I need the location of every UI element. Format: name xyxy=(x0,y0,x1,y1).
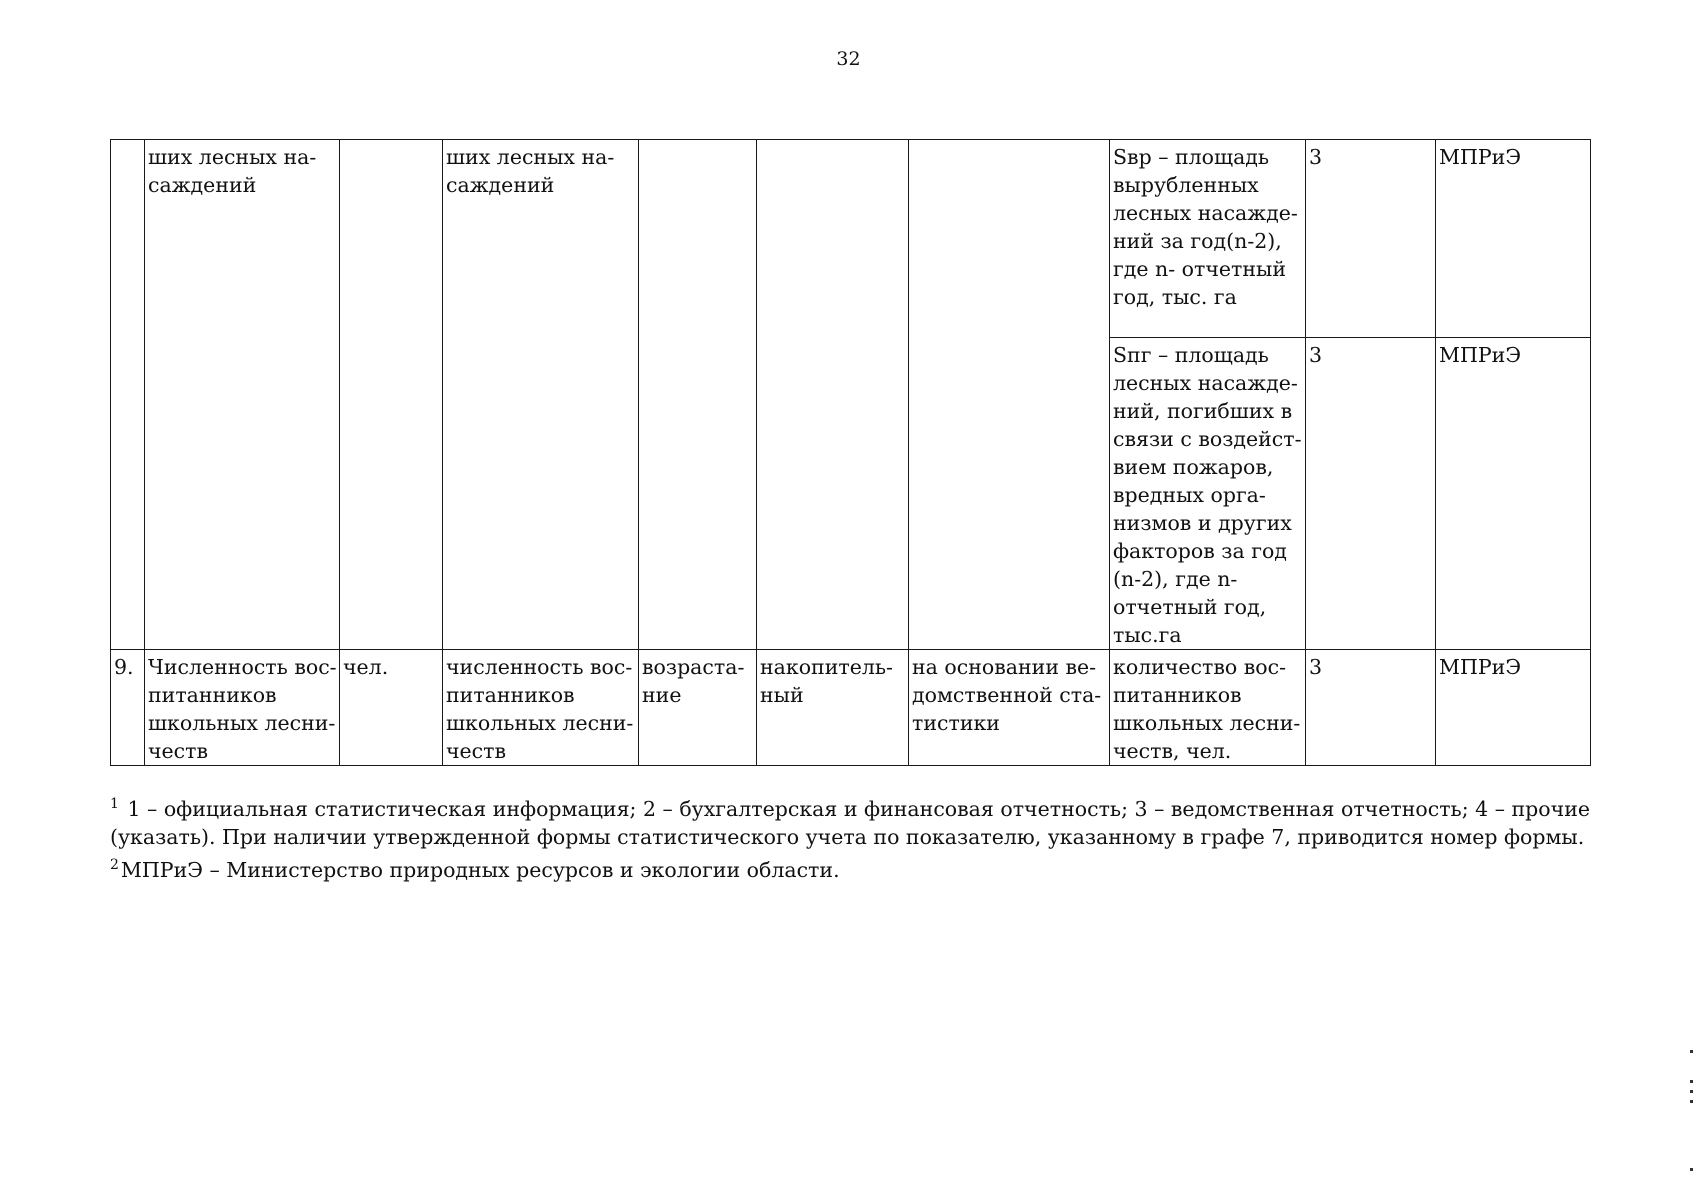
definition-cell: численность вос- питанников школьных лесни- честв xyxy=(443,650,639,766)
row-number-cell: 9. xyxy=(111,650,145,766)
scan-margin-marks xyxy=(1690,1050,1694,1180)
method-cell: на основании ве- домственной ста- тистики xyxy=(909,650,1110,766)
footnote-marker: 2 xyxy=(110,857,119,873)
trend-cell xyxy=(639,140,757,650)
page-number: 32 xyxy=(836,48,861,70)
footnote-text: МПРиЭ – Министерство природных ресурсов и экологии области. xyxy=(120,858,840,882)
unit-cell xyxy=(340,140,443,650)
responsible-cell: МПРиЭ xyxy=(1436,140,1591,338)
source-cell: 3 xyxy=(1306,650,1436,766)
source-cell: 3 xyxy=(1306,338,1436,650)
trend-cell: возраста- ние xyxy=(639,650,757,766)
type-cell xyxy=(757,140,909,650)
row-number-cell xyxy=(111,140,145,650)
indicator-name-cell: Численность вос- питанников школьных лесни- честв xyxy=(145,650,340,766)
table-row xyxy=(111,650,1591,766)
base-indicator-cell: Sвр – площадь вырубленных лесных насажде- ний за год(n-2), где n- отчетный год, тыс. га xyxy=(1110,140,1306,338)
method-cell xyxy=(909,140,1110,650)
indicators-table xyxy=(110,139,1591,766)
source-cell: 3 xyxy=(1306,140,1436,338)
table-row xyxy=(111,140,1591,338)
base-indicator-cell: Sпг – площадь лесных насажде- ний, погибших в связи с воздейст- вием пожаров, вредных орга- низмов и других факторов за год (n-2), где n- отчетный год, тыс.га xyxy=(1110,338,1306,650)
definition-cell: ших лесных на- саждений xyxy=(443,140,639,650)
base-indicator-cell: количество вос- питанников школьных лесни- честв, чел. xyxy=(1110,650,1306,766)
footnote-1 xyxy=(110,790,1590,851)
responsible-cell: МПРиЭ xyxy=(1436,338,1591,650)
footnote-text: 1 – официальная статистическая информация; 2 – бухгалтерская и финансовая отчетность; 3 – ведомственная отчетность; 4 – прочие (указать). При наличии утвержденной формы статистического учета по показателю, указанному в графе 7, приводится номер формы. xyxy=(110,797,1590,849)
unit-cell: чел. xyxy=(340,650,443,766)
footnote-2 xyxy=(110,851,1590,884)
footnotes xyxy=(110,790,1590,884)
footnote-marker: 1 xyxy=(110,796,119,812)
indicator-name-cell: ших лесных на- саждений xyxy=(145,140,340,650)
type-cell: накопитель- ный xyxy=(757,650,909,766)
responsible-cell: МПРиЭ xyxy=(1436,650,1591,766)
